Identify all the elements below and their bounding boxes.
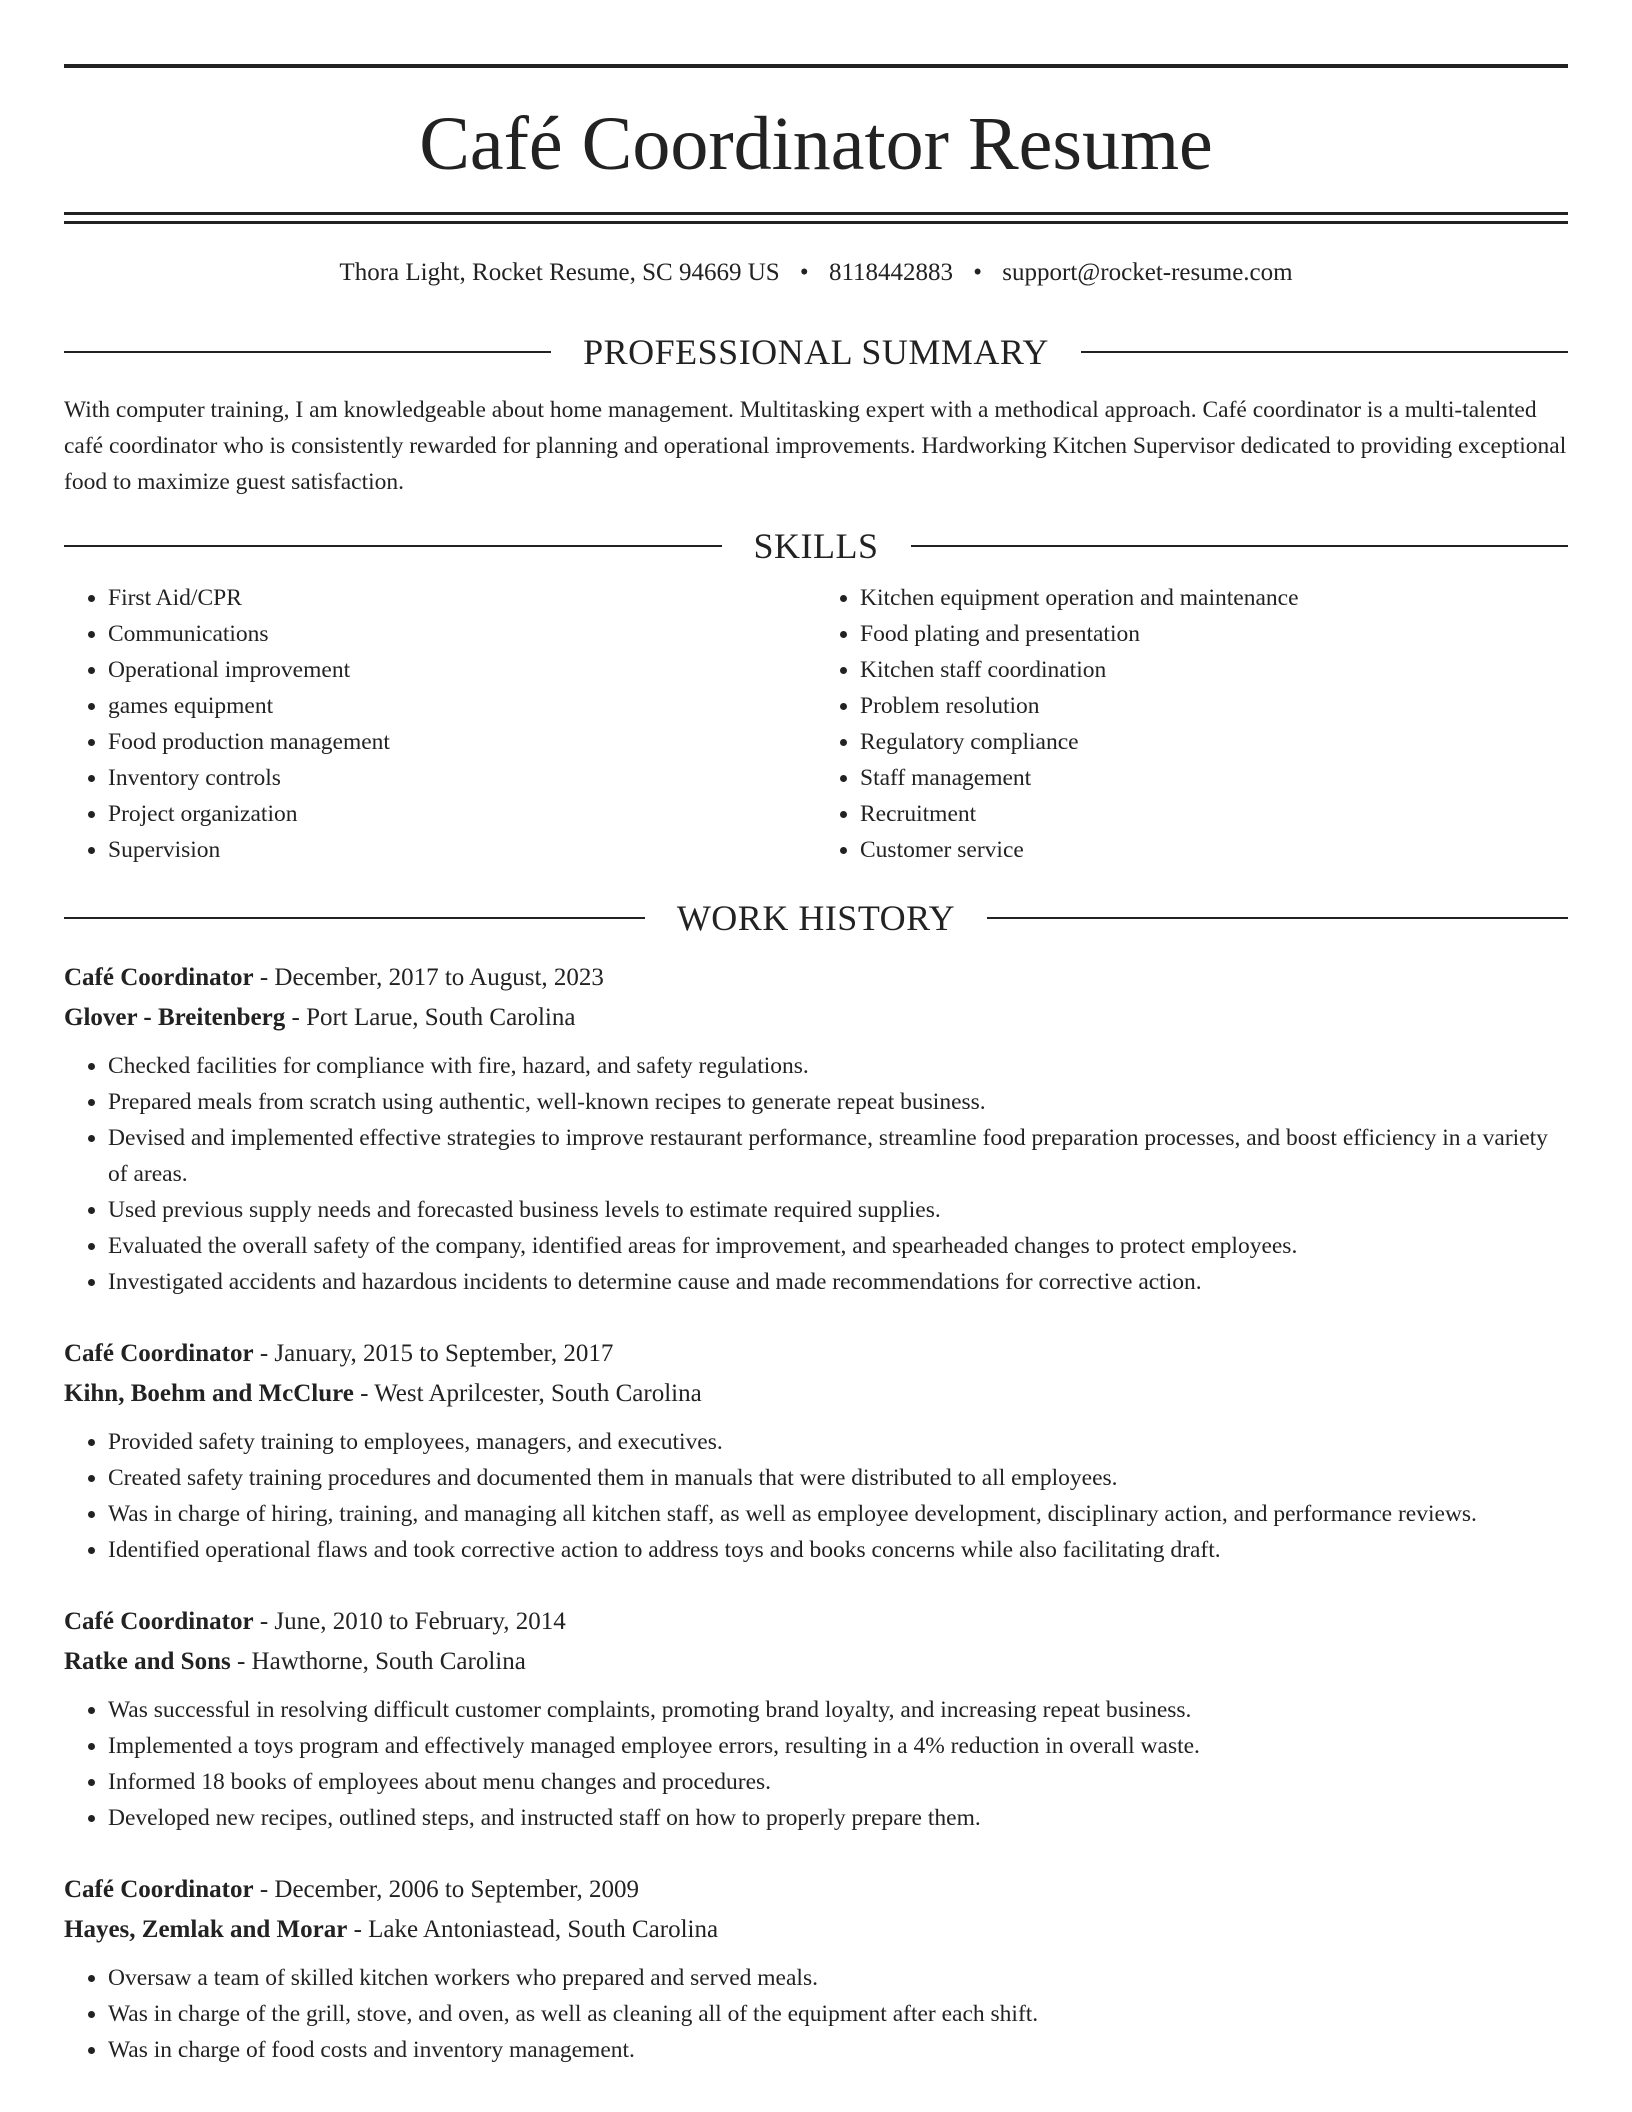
job-title-line — [64, 1602, 1568, 1642]
work-heading — [64, 898, 1568, 938]
job-company: Glover - Breitenberg — [64, 1004, 286, 1031]
skills-columns — [64, 580, 1568, 868]
job-dates: - January, 2015 to September, 2017 — [253, 1340, 614, 1367]
heading-rule — [1081, 351, 1568, 353]
job-bullets — [64, 1692, 1568, 1836]
skill-item: • Food production management — [108, 724, 816, 760]
heading-rule — [64, 351, 551, 353]
job-bullet: • Was in charge of hiring, training, and managing all kitchen staff, as well as employee development, disciplinary action, and performance reviews. — [108, 1496, 1568, 1532]
heading-rule — [64, 545, 722, 547]
job-bullet: • Created safety training procedures and documented them in manuals that were distributed to all employees. — [108, 1460, 1568, 1496]
job-title: Café Coordinator — [64, 1608, 254, 1635]
skill-item: • Problem resolution — [860, 688, 1568, 724]
job-entry — [64, 958, 1568, 1300]
skill-item: • Customer service — [860, 832, 1568, 868]
skills-list-left — [64, 580, 816, 868]
job-bullet: • Was in charge of the grill, stove, and oven, as well as cleaning all of the equipment after each shift. — [108, 1996, 1568, 2032]
job-dates: - December, 2006 to September, 2009 — [253, 1876, 639, 1903]
job-company: Hayes, Zemlak and Morar — [64, 1916, 348, 1943]
job-bullet: • Devised and implemented effective strategies to improve restaurant performance, streamline food preparation processes, and boost efficiency in a variety of areas. — [108, 1120, 1568, 1192]
job-bullet: • Investigated accidents and hazardous incidents to determine cause and made recommendations for corrective action. — [108, 1264, 1568, 1300]
skill-item: • Recruitment — [860, 796, 1568, 832]
skill-item: • Project organization — [108, 796, 816, 832]
job-company-line — [64, 1374, 1568, 1414]
skill-item: • Supervision — [108, 832, 816, 868]
skill-item: • Communications — [108, 616, 816, 652]
job-bullet: • Evaluated the overall safety of the company, identified areas for improvement, and spearheaded changes to protect employees. — [108, 1228, 1568, 1264]
job-company: Ratke and Sons — [64, 1648, 231, 1675]
heading-rule — [987, 917, 1568, 919]
job-title: Café Coordinator — [64, 1876, 254, 1903]
job-bullet: • Developed new recipes, outlined steps, and instructed staff on how to properly prepare them. — [108, 1800, 1568, 1836]
summary-heading — [64, 332, 1568, 372]
skill-item: • Operational improvement — [108, 652, 816, 688]
job-company-line — [64, 998, 1568, 1038]
skill-item: • Staff management — [860, 760, 1568, 796]
skill-item: • Food plating and presentation — [860, 616, 1568, 652]
job-company: Kihn, Boehm and McClure — [64, 1380, 354, 1407]
job-bullet: • Was successful in resolving difficult customer complaints, promoting brand loyalty, and increasing repeat business. — [108, 1692, 1568, 1728]
job-company-line — [64, 1642, 1568, 1682]
resume-title: Café Coordinator Resume — [419, 102, 1213, 186]
contact-separator: • — [799, 259, 809, 286]
job-location: - Hawthorne, South Carolina — [230, 1648, 526, 1675]
job-dates: - December, 2017 to August, 2023 — [253, 964, 604, 991]
summary-text: With computer training, I am knowledgeable about home management. Multitasking expert with a methodical approach. Café coordinator is a multi-talented café coordinator who is consistently rewarded for planning and operational improvements. Hardworking Kitchen Supervisor dedicated to providing exceptional food to maximize guest satisfaction. — [64, 397, 1567, 495]
skills-heading — [64, 526, 1568, 566]
skill-item: • games equipment — [108, 688, 816, 724]
job-dates: - June, 2010 to February, 2014 — [253, 1608, 566, 1635]
heading-rule — [911, 545, 1569, 547]
skills-heading-label: SKILLS — [753, 526, 879, 566]
contact-line — [64, 260, 1568, 286]
job-entry — [64, 1870, 1568, 2068]
job-bullet: • Identified operational flaws and took corrective action to address toys and books concerns while also facilitating draft. — [108, 1532, 1568, 1568]
job-title-line — [64, 1334, 1568, 1374]
skill-item: • Kitchen equipment operation and maintenance — [860, 580, 1568, 616]
job-entry — [64, 1602, 1568, 1836]
skills-list-right — [816, 580, 1568, 868]
job-bullets — [64, 1424, 1568, 1568]
job-bullet: • Provided safety training to employees, managers, and executives. — [108, 1424, 1568, 1460]
job-company-line — [64, 1910, 1568, 1950]
skill-item: • Kitchen staff coordination — [860, 652, 1568, 688]
job-bullets — [64, 1960, 1568, 2068]
job-title-line — [64, 958, 1568, 998]
job-title: Café Coordinator — [64, 964, 254, 991]
job-title: Café Coordinator — [64, 1340, 254, 1367]
title-double-rule — [64, 212, 1568, 224]
heading-rule — [64, 917, 645, 919]
job-bullet: • Used previous supply needs and forecasted business levels to estimate required supplies. — [108, 1192, 1568, 1228]
summary-heading-label: PROFESSIONAL SUMMARY — [583, 332, 1049, 372]
contact-separator: • — [973, 259, 983, 286]
skill-item: • Inventory controls — [108, 760, 816, 796]
job-location: - Port Larue, South Carolina — [285, 1004, 576, 1031]
job-bullet: • Informed 18 books of employees about menu changes and procedures. — [108, 1764, 1568, 1800]
job-bullet: • Implemented a toys program and effectively managed employee errors, resulting in a 4% reduction in overall waste. — [108, 1728, 1568, 1764]
contact-address: Thora Light, Rocket Resume, SC 94669 US — [339, 259, 780, 286]
resume-page — [64, 64, 1568, 2068]
skill-item: • First Aid/CPR — [108, 580, 816, 616]
skill-item: • Regulatory compliance — [860, 724, 1568, 760]
job-bullet: • Prepared meals from scratch using authentic, well-known recipes to generate repeat business. — [108, 1084, 1568, 1120]
top-rule — [64, 64, 1568, 68]
contact-email: support@rocket-resume.com — [1002, 259, 1293, 286]
contact-phone: 8118442883 — [828, 259, 954, 286]
work-history-list — [64, 958, 1568, 2068]
job-location: - West Aprilcester, South Carolina — [353, 1380, 702, 1407]
job-bullets — [64, 1048, 1568, 1300]
job-title-line — [64, 1870, 1568, 1910]
job-entry — [64, 1334, 1568, 1568]
job-bullet: • Checked facilities for compliance with fire, hazard, and safety regulations. — [108, 1048, 1568, 1084]
job-bullet: • Oversaw a team of skilled kitchen workers who prepared and served meals. — [108, 1960, 1568, 1996]
job-bullet: • Was in charge of food costs and inventory management. — [108, 2032, 1568, 2068]
work-heading-label: WORK HISTORY — [676, 898, 956, 938]
job-location: - Lake Antoniastead, South Carolina — [347, 1916, 719, 1943]
